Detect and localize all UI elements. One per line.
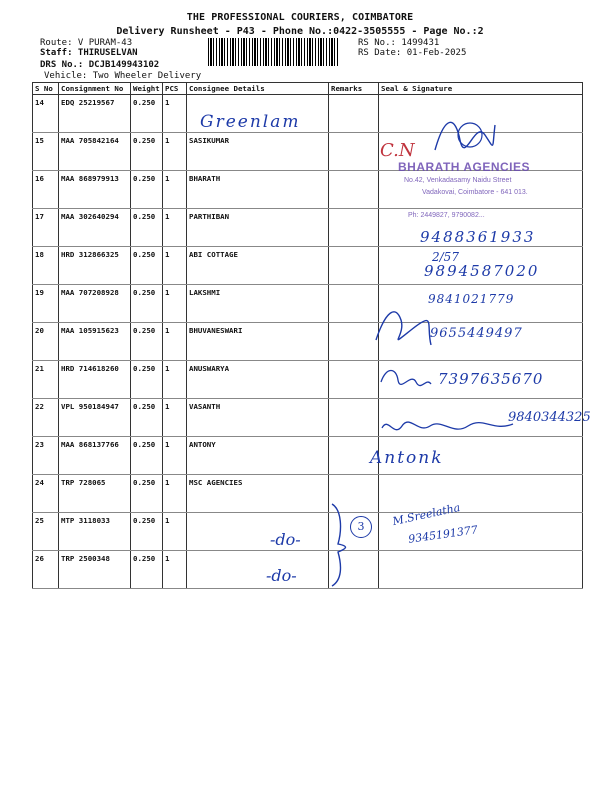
cell-pcs: 1 <box>163 551 187 589</box>
rs-date: RS Date: 01-Feb-2025 <box>358 48 467 58</box>
table-row <box>33 513 583 551</box>
cell-consignment: HRD 312866325 <box>59 247 131 285</box>
cell-pcs: 1 <box>163 475 187 513</box>
signature-scribble-20 <box>366 300 436 360</box>
col-header-weight: Weight <box>131 83 163 95</box>
col-header-pcs: PCS <box>163 83 187 95</box>
stamp-address-1: No.42, Venkadasamy Naidu Street <box>404 177 512 184</box>
handwritten-greenlam: Greenlam <box>200 112 301 132</box>
cell-pcs: 1 <box>163 133 187 171</box>
cell-weight: 0.250 <box>131 171 163 209</box>
cell-consignee: BHUVANESWARI <box>187 323 329 361</box>
cell-consignment: MAA 707208928 <box>59 285 131 323</box>
cell-consignee <box>187 551 329 589</box>
handwritten-phone-18: 9894587020 <box>424 262 540 280</box>
cell-sno: 21 <box>33 361 59 399</box>
handwritten-note-18: 2/57 <box>432 250 459 264</box>
cell-signature <box>379 551 583 589</box>
cell-consignment: TRP 2500348 <box>59 551 131 589</box>
cell-weight: 0.250 <box>131 285 163 323</box>
cell-sno: 15 <box>33 133 59 171</box>
cell-sno: 25 <box>33 513 59 551</box>
cell-weight: 0.250 <box>131 361 163 399</box>
cell-weight: 0.250 <box>131 209 163 247</box>
cell-pcs: 1 <box>163 513 187 551</box>
stamp-name: BHARATH AGENCIES <box>398 160 531 174</box>
cell-consignment: MTP 3118033 <box>59 513 131 551</box>
col-header-sno: S No <box>33 83 59 95</box>
handwritten-cn: C.N <box>380 140 415 161</box>
handwritten-ditto-25: -do- <box>270 530 301 549</box>
cell-consignee: MSC AGENCIES <box>187 475 329 513</box>
cell-consignee: SASIKUMAR <box>187 133 329 171</box>
bracket-mark <box>328 500 358 590</box>
cell-weight: 0.250 <box>131 437 163 475</box>
cell-remarks <box>329 399 379 437</box>
cell-consignment: TRP 728065 <box>59 475 131 513</box>
cell-consignee: ABI COTTAGE <box>187 247 329 285</box>
rs-number: RS No.: 1499431 <box>358 38 440 48</box>
cell-remarks <box>329 95 379 133</box>
cell-consignee: ANUSWARYA <box>187 361 329 399</box>
cell-weight: 0.250 <box>131 399 163 437</box>
cell-remarks <box>329 133 379 171</box>
drs-number: DRS No.: DCJB149943102 <box>40 60 160 70</box>
col-header-consignee: Consignee Details <box>187 83 329 95</box>
cell-pcs: 1 <box>163 361 187 399</box>
handwritten-phone-19: 9841021779 <box>428 292 515 306</box>
route-label: Route: V PURAM-43 <box>40 38 133 48</box>
runsheet-title: Delivery Runsheet - P43 - Phone No.:0422-3505555 - Page No.:2 <box>116 26 484 37</box>
cell-sno: 18 <box>33 247 59 285</box>
cell-consignee: VASANTH <box>187 399 329 437</box>
cell-remarks <box>329 361 379 399</box>
cell-weight: 0.250 <box>131 475 163 513</box>
cell-consignment: MAA 868979913 <box>59 171 131 209</box>
cell-consignee: BHARATH <box>187 171 329 209</box>
cell-consignment: MAA 868137766 <box>59 437 131 475</box>
cell-weight: 0.250 <box>131 323 163 361</box>
stamp-address-2: Vadakovai, Coimbatore - 641 013. <box>422 189 528 196</box>
table-header-row <box>33 83 583 95</box>
cell-consignment: MAA 302640294 <box>59 209 131 247</box>
piece-count-circle: 3 <box>350 516 372 538</box>
cell-consignee <box>187 513 329 551</box>
cell-sno: 17 <box>33 209 59 247</box>
cell-pcs: 1 <box>163 323 187 361</box>
cell-weight: 0.250 <box>131 95 163 133</box>
signature-scribble-21 <box>376 362 436 392</box>
cell-sno: 16 <box>33 171 59 209</box>
staff-label: Staff: THIRUSELVAN <box>40 48 138 58</box>
col-header-remarks: Remarks <box>329 83 379 95</box>
cell-signature <box>379 475 583 513</box>
cell-consignment: HRD 714618260 <box>59 361 131 399</box>
handwritten-phone-17: 9488361933 <box>420 228 536 246</box>
cell-pcs: 1 <box>163 399 187 437</box>
table-row <box>33 475 583 513</box>
handwritten-sreelatha: M.Sreelatha <box>391 500 462 529</box>
cell-remarks <box>329 209 379 247</box>
cell-sno: 22 <box>33 399 59 437</box>
handwritten-phone-22: 9840344325 <box>508 410 591 425</box>
cell-pcs: 1 <box>163 95 187 133</box>
cell-pcs: 1 <box>163 437 187 475</box>
cell-pcs: 1 <box>163 247 187 285</box>
cell-consignment: MAA 105915623 <box>59 323 131 361</box>
col-header-consignment: Consignment No <box>59 83 131 95</box>
cell-pcs: 1 <box>163 171 187 209</box>
handwritten-phone-20: 9655449497 <box>430 326 523 341</box>
handwritten-antony: Antonk <box>370 448 444 468</box>
cell-sno: 23 <box>33 437 59 475</box>
cell-weight: 0.250 <box>131 551 163 589</box>
cell-weight: 0.250 <box>131 513 163 551</box>
cell-pcs: 1 <box>163 285 187 323</box>
cell-weight: 0.250 <box>131 133 163 171</box>
signature-scribble <box>430 110 500 160</box>
signature-scribble-22 <box>378 414 518 440</box>
barcode <box>208 38 338 66</box>
cell-weight: 0.250 <box>131 247 163 285</box>
cell-remarks <box>329 171 379 209</box>
table-row <box>33 95 583 133</box>
table-row <box>33 437 583 475</box>
cell-consignee: LAKSHMI <box>187 285 329 323</box>
cell-consignment: EDQ 25219567 <box>59 95 131 133</box>
handwritten-phone-25: 9345191377 <box>407 523 479 546</box>
handwritten-ditto-26: -do- <box>266 566 297 585</box>
col-header-signature: Seal & Signature <box>379 83 583 95</box>
cell-sno: 26 <box>33 551 59 589</box>
cell-consignee: PARTHIBAN <box>187 209 329 247</box>
table-row <box>33 551 583 589</box>
cell-sno: 24 <box>33 475 59 513</box>
cell-sno: 20 <box>33 323 59 361</box>
handwritten-phone-21: 7397635670 <box>438 370 544 388</box>
vehicle-label: Vehicle: Two Wheeler Delivery <box>44 71 202 81</box>
cell-sno: 14 <box>33 95 59 133</box>
company-stamp <box>398 160 568 232</box>
company-title: THE PROFESSIONAL COURIERS, COIMBATORE <box>186 12 414 23</box>
cell-consignment: MAA 705842164 <box>59 133 131 171</box>
cell-consignee: ANTONY <box>187 437 329 475</box>
cell-remarks <box>329 247 379 285</box>
stamp-phone: Ph: 2449827, 9790082... <box>408 212 485 219</box>
cell-consignment: VPL 950184947 <box>59 399 131 437</box>
cell-pcs: 1 <box>163 209 187 247</box>
cell-sno: 19 <box>33 285 59 323</box>
